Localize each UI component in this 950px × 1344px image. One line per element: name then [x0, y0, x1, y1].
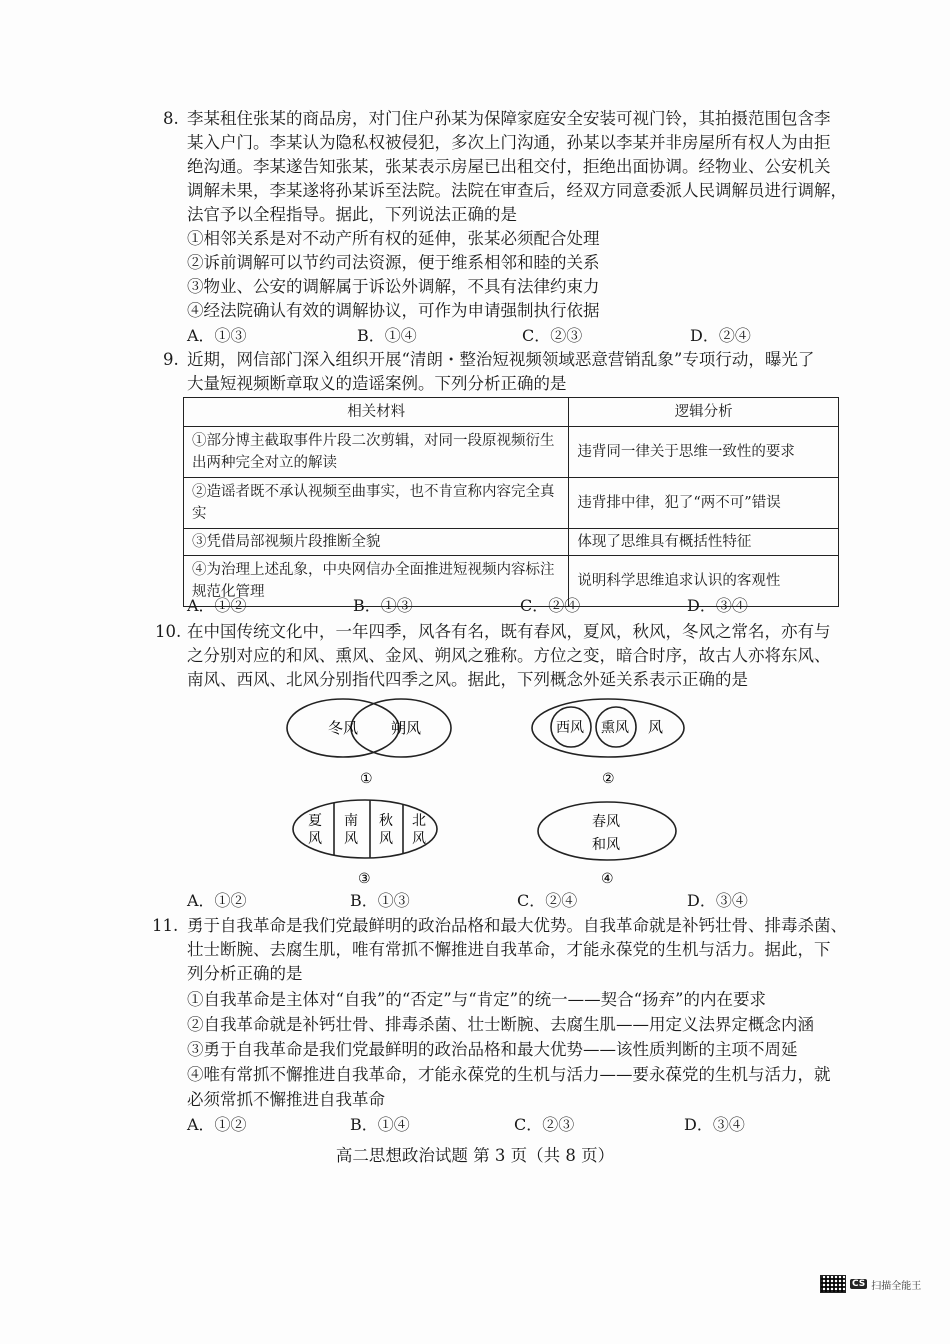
question-10-line: 之分别对应的和风、熏风、金风、朔风之雅称。方位之变，暗合时序，故古人亦将东风、 [187, 646, 831, 665]
table-cell-material: ④为治理上述乱象，中央网信办全面推进短视频内容标注规范化管理 [184, 556, 569, 607]
question-8-option-d: D．②④ [690, 326, 751, 345]
diagram-3-cell-3-bottom: 风 [379, 831, 393, 847]
question-8-statement: ④经法院确认有效的调解协议，可作为申请强制执行依据 [187, 301, 600, 320]
question-11-option-b: B．①④ [350, 1115, 410, 1134]
scanner-app-name: 扫描全能王 [871, 1280, 922, 1292]
question-10-line: 在中国传统文化中，一年四季，风各有名，既有春风，夏风，秋风，冬风之常名，亦有与 [187, 622, 831, 641]
question-8-statement: ②诉前调解可以节约司法资源，便于维系相邻和睦的关系 [187, 253, 600, 272]
diagram-1-left-label: 冬风 [328, 719, 359, 737]
table-header-analysis: 逻辑分析 [569, 398, 839, 427]
question-8-option-a: A．①③ [187, 326, 247, 345]
question-11-statement: ③勇于自我革命是我们党最鲜明的政治品格和最大优势——该性质判断的主项不周延 [187, 1040, 798, 1059]
question-8-line: 调解未果，李某遂将孙某诉至法院。法院在审查后，经双方同意委派人民调解员进行调解， [187, 181, 847, 200]
diagram-3-number: ③ [358, 871, 371, 887]
question-11-statement: ④唯有常抓不懈推进自我革命，才能永葆党的生机与活力——要永葆党的生机与活力，就 [187, 1065, 831, 1084]
question-11-statement: ①自我革命是主体对“自我”的“否定”与“肯定”的统一——契合“扬弃”的内在要求 [187, 990, 766, 1009]
question-9-option-a: A．①② [187, 596, 247, 615]
table-cell-analysis: 说明科学思维追求认识的客观性 [569, 556, 839, 607]
diagram-3-cell-4-top: 北 [412, 813, 426, 829]
table-header-material: 相关材料 [184, 398, 569, 427]
diagram-1 [285, 697, 455, 797]
diagram-3 [292, 797, 442, 892]
question-11-option-d: D．③④ [684, 1115, 745, 1134]
diagram-1-right-label: 朔风 [391, 719, 422, 737]
question-8-number: 8. [163, 109, 179, 128]
question-8-line: 绝沟通。李某遂告知张某，张某表示房屋已出租交付，拒绝出面协调。经物业、公安机关 [187, 157, 831, 176]
cs-logo: CS [852, 1279, 866, 1289]
diagram-3-cell-4-bottom: 风 [412, 831, 426, 847]
table-row [184, 427, 839, 478]
question-8-option-c: C．②③ [522, 326, 583, 345]
diagram-4-number: ④ [601, 871, 614, 887]
table-row [184, 529, 839, 556]
question-8-line: 法官予以全程指导。据此，下列说法正确的是 [187, 205, 517, 224]
diagram-3-cell-1-bottom: 风 [308, 831, 322, 847]
diagram-4-bottom-label: 和风 [592, 837, 620, 853]
question-11-statement: 必须常抓不懈推进自我革命 [187, 1090, 385, 1109]
table-cell-analysis: 违背同一律关于思维一致性的要求 [569, 427, 839, 478]
question-8-option-b: B．①④ [357, 326, 417, 345]
diagram-2-inner-b: 熏风 [601, 720, 629, 736]
scanner-watermark [820, 1275, 921, 1293]
diagram-3-cell-2-bottom: 风 [344, 831, 358, 847]
table-cell-material: ②造谣者既不承认视频至曲事实，也不肯宣称内容完全真实 [184, 478, 569, 529]
table-cell-analysis: 体现了思维具有概括性特征 [569, 529, 839, 556]
question-11-line: 列分析正确的是 [187, 964, 303, 983]
diagram-3-cell-3-top: 秋 [379, 813, 393, 829]
diagram-2-number: ② [602, 771, 615, 787]
question-8-line: 某入户门。李某认为隐私权被侵犯，多次上门沟通，孙某以李某并非房屋所有权人为由拒 [187, 133, 831, 152]
question-10-line: 南风、西风、北风分别指代四季之风。据此，下列概念外延关系表示正确的是 [187, 670, 748, 689]
question-11-option-a: A．①② [187, 1115, 247, 1134]
question-10-number: 10. [155, 622, 182, 641]
diagram-4 [535, 797, 685, 892]
question-9-option-d: D．③④ [687, 596, 748, 615]
table-row [184, 478, 839, 529]
table-cell-material: ①部分博主截取事件片段二次剪辑，对同一段原视频衍生出两种完全对立的解读 [184, 427, 569, 478]
question-8-line: 李某租住张某的商品房，对门住户孙某为保障家庭安全安装可视门铃，其拍摄范围包含李 [187, 109, 831, 128]
question-9-line: 大量短视频断章取义的造谣案例。下列分析正确的是 [187, 374, 567, 393]
question-9-option-b: B．①③ [353, 596, 413, 615]
diagram-2-outer-label: 风 [648, 718, 664, 736]
qr-code-icon [820, 1275, 846, 1293]
question-11-number: 11. [152, 916, 179, 935]
question-9-line: 近期，网信部门深入组织开展“清朗・整治短视频领域恶意营销乱象”专项行动，曝光了 [187, 350, 815, 369]
question-8-statement: ①相邻关系是对不动产所有权的延伸，张某必须配合处理 [187, 229, 600, 248]
diagram-1-number: ① [360, 771, 373, 787]
diagram-2-inner-a: 西风 [556, 720, 584, 736]
diagram-3-cell-1-top: 夏 [308, 813, 322, 829]
question-10-option-c: C．②④ [517, 891, 578, 910]
question-10-option-a: A．①② [187, 891, 247, 910]
question-9-table [183, 397, 839, 607]
question-11-line: 壮士断腕、去腐生肌，唯有常抓不懈推进自我革命，才能永葆党的生机与活力。据此，下 [187, 940, 831, 959]
table-cell-analysis: 违背排中律，犯了“两不可”错误 [569, 478, 839, 529]
diagram-2 [530, 697, 690, 797]
question-8-statement: ③物业、公安的调解属于诉讼外调解，不具有法律约束力 [187, 277, 600, 296]
question-10-option-d: D．③④ [687, 891, 748, 910]
question-11-statement: ②自我革命就是补钙壮骨、排毒杀菌、壮士断腕、去腐生肌——用定义法界定概念内涵 [187, 1015, 814, 1034]
page-footer: 高二思想政治试题 第 3 页（共 8 页） [335, 1146, 615, 1165]
question-9-number: 9. [163, 350, 179, 369]
question-11-line: 勇于自我革命是我们党最鲜明的政治品格和最大优势。自我革命就是补钙壮骨、排毒杀菌、 [187, 916, 847, 935]
question-9-option-c: C．②④ [520, 596, 581, 615]
diagram-3-cell-2-top: 南 [344, 813, 358, 829]
question-11-option-c: C．②③ [514, 1115, 575, 1134]
diagram-4-top-label: 春风 [592, 814, 620, 830]
question-10-option-b: B．①③ [350, 891, 410, 910]
table-cell-material: ③凭借局部视频片段推断全貌 [184, 529, 569, 556]
